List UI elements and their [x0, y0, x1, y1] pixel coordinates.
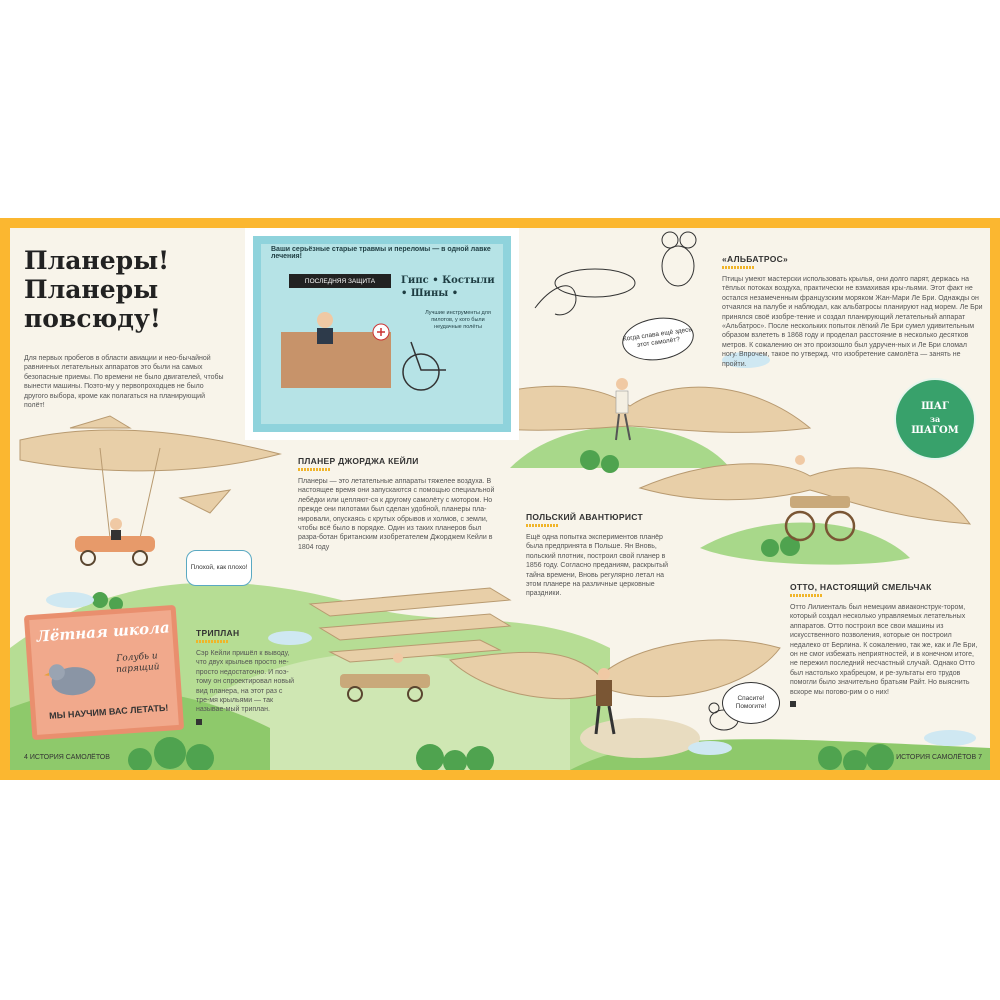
cayley-heading-rule — [298, 468, 330, 471]
folio-left: 4 ИСТОРИЯ САМОЛЁТОВ — [24, 754, 110, 761]
poster-list: Гипс • Костыли • Шины • — [401, 275, 495, 299]
polish-section — [526, 512, 676, 599]
triplane-text: Сэр Кейли пришёл к выводу, что двух крыльев просто не-просто недостаточно. И поэ-тому он спроектировал новый вид планера, на этот раз с тре-мя крыльями — так называе-мый триплан. — [196, 650, 295, 714]
cayley-heading: ПЛАНЕР ДЖОРДЖА КЕЙЛИ — [298, 456, 419, 466]
badge-line-1: ШАГ — [921, 401, 949, 412]
page-title — [24, 246, 194, 333]
albatross-text: Птицы умеют мастерски использовать крылья, они долго парят, держась на тёплых потоках воздуха, практически не взмахивая кры-льями. Этот факт не остался незамеченным французским моряком Жан-Мари Ле Бри. Однажды он отчаялся на палубе и наблюдал, как альбатросы планируют над морем. Ле Бри принялся своё изобре-тение и создал планирующий летательный аппарат «Альбатрос». После нескольких попыток лёгкий Ле Бри сумел удивительным образом взлететь в 1868 году и проделал расстояние в несколько десятков метров. К сожалению он это произошло был удручен-ных и Ле Бри сломал ногу. Впрочем, такое по утвержд. что изобретение самолёта — занять не пройти. — [722, 276, 983, 368]
flight-school-ad — [24, 605, 184, 740]
badge-line-2: за — [929, 414, 941, 424]
ad-title: Лётная школа — [36, 618, 171, 646]
albatross-heading-rule — [722, 266, 754, 269]
triplane-heading: ТРИПЛАН — [196, 628, 240, 638]
section-end-mark — [790, 701, 796, 707]
otto-speech-bubble: Спасите! Помогите! — [722, 682, 780, 724]
triplane-heading-rule — [196, 640, 228, 643]
cayley-glider — [20, 416, 280, 565]
otto-section — [790, 582, 982, 707]
cayley-text: Планеры — это летательные аппараты тяжелее воздуха. В настоящее время они запускаются с помощью специальной лебёдки или цепляют-ся к другому самолёту с мотором. Но прежде они пилотами был сделан удобной, планеры пла-нировали, опускаясь с крутых обрывов и холмов, с земли, чтобы всё было в порядке. Один из таких планеров был разра-ботан британским изобретателем Джорджем Кейли в 1804 году — [298, 478, 495, 551]
title-line-2: Планеры — [24, 275, 159, 304]
badge-line-3: ШАГОМ — [911, 425, 959, 436]
folio-right: ИСТОРИЯ САМОЛЁТОВ 7 — [896, 754, 982, 761]
poster-note: Лучшие инструменты для пилотов, у кого были неудачные полёты — [425, 310, 491, 330]
intro-text: Для первых пробегов в области авиации и нео-бычайной равнинных летательных аппаратов это были на самых безопасные приемы. По времени не было двигателей, чтобы вынести машины. Поэто-му у первопроходцев не было другого выбора, кроме как полагаться на планирующий полёт! — [24, 355, 224, 410]
step-by-step-badge — [894, 378, 976, 460]
poster-illustration — [245, 228, 519, 440]
pigeon-icon — [42, 649, 105, 703]
ad-slogan: МЫ НАУЧИМ ВАС ЛЕТАТЬ! — [48, 702, 169, 721]
albatross-heading: «АЛЬБАТРОС» — [722, 254, 789, 264]
otto-heading-rule — [790, 594, 822, 597]
otto-text: Отто Лилиенталь был немецким авиаконструк-тором, который создал несколько управляемых летательных аппаратов. Отто построил все свои машины из искусственного позволения, которые он построил недалеко от Берлина. К сожалению, так же, как и Ле Бри, он не смог избежать неприятностей, и в конечном итоге, не пережил последний несчастный случай. Однако Отто был настолько храбрецом, и ре-зультаты его трудов помогли было значительно братьям Райт. Но выяснить вскоре мы погово-рим о о них! — [790, 604, 978, 696]
polish-text: Ещё одна попытка экспериментов планёр была предпринята в Польше. Ян Вновь, польский плотник, построил свой планер в 1856 году. Согласно преданиям, раскрытый тайна времени, Вновь регулярно летал на этом планере на различные церковные праздники. — [526, 534, 669, 598]
poster-sign: ПОСЛЕДНЯЯ ЗАЩИТА — [289, 274, 391, 288]
title-line-1: Планеры! — [24, 246, 170, 275]
polish-heading: ПОЛЬСКИЙ АВАНТЮРИСТ — [526, 512, 643, 522]
poster-inner — [261, 244, 503, 424]
ad-subtitle: Голубь и парящий — [115, 651, 160, 676]
section-end-mark — [196, 719, 202, 725]
title-line-3: повсюду! — [24, 304, 161, 333]
cayley-section — [298, 456, 498, 552]
polish-heading-rule — [526, 524, 558, 527]
book-spread-frame — [0, 218, 1000, 780]
triplane-section — [196, 628, 296, 725]
book-spread-page — [10, 228, 990, 770]
pilot-speech-bubble: Плохой, как плохо! — [186, 550, 252, 586]
mouse-speech-bubble: Когда слава ещё здесь этот самолёт? — [619, 313, 696, 365]
poster-shop-scene — [271, 292, 501, 412]
albatross-section — [722, 254, 984, 369]
otto-heading: ОТТО, НАСТОЯЩИЙ СМЕЛЬЧАК — [790, 582, 932, 592]
poster-caption: Ваши серьёзные старые травмы и переломы — в одной лавке лечения! — [271, 246, 491, 260]
